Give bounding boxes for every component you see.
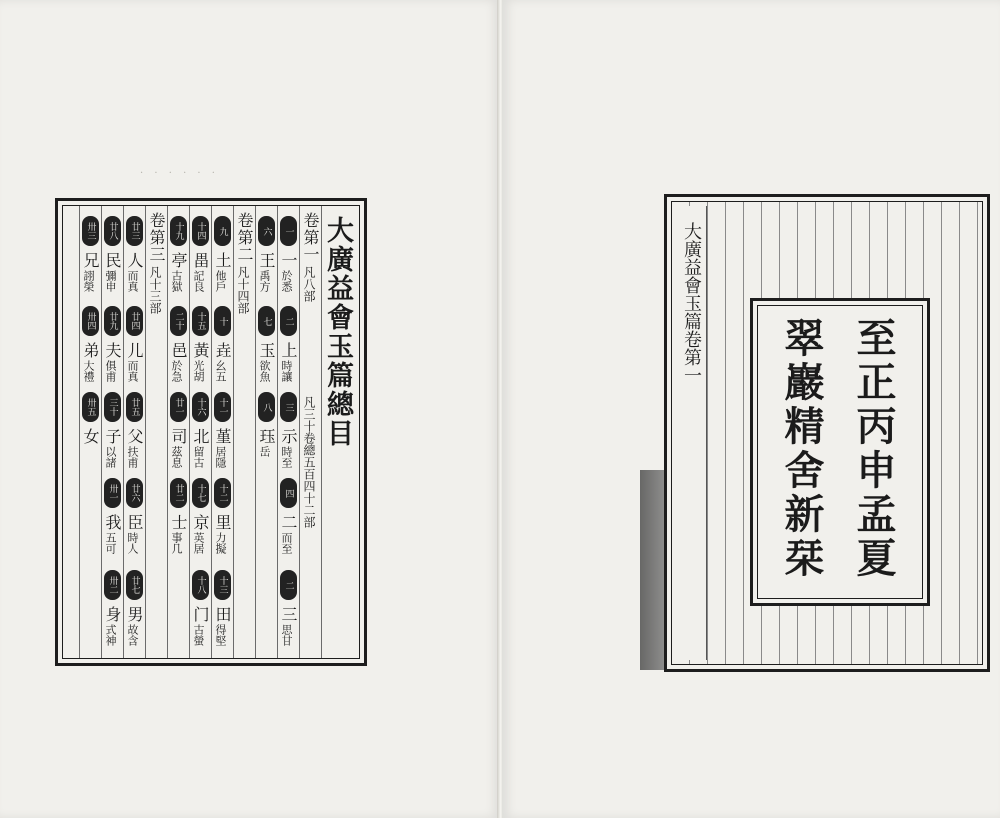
radical-reading: 以諸 <box>104 446 117 468</box>
radical-reading: 時人 <box>126 532 139 554</box>
radical-reading: 而真 <box>126 270 139 292</box>
toc-frame <box>55 198 367 666</box>
radical-reading: 詡榮 <box>82 270 95 292</box>
radical-reading: 茲息 <box>170 446 183 468</box>
radical-number: 十八 <box>192 570 209 600</box>
radical-reading: 大禮 <box>82 360 95 382</box>
radical-char: 黃 <box>191 342 210 359</box>
toc-title: 大廣益會玉篇總目 <box>322 216 353 448</box>
radical-reading: 幺五 <box>214 360 227 382</box>
radical-reading: 記良 <box>192 270 205 292</box>
radical-char: 子 <box>103 428 122 445</box>
radical-char: 臣 <box>125 514 144 531</box>
radical-reading: 而真 <box>126 360 139 382</box>
radical-char: 土 <box>213 252 232 269</box>
radical-number: 廿四 <box>126 306 143 336</box>
radical-reading: 故含 <box>126 624 139 646</box>
colophon-box <box>750 298 930 606</box>
volume-note-1: 凡八部 <box>302 266 316 302</box>
cover-title: 大廣益會玉篇卷第一 <box>681 222 702 384</box>
ink-show-through: · · · · · · <box>140 168 219 179</box>
radical-number: 七 <box>258 306 275 336</box>
radical-reading: 時讓 <box>280 360 293 382</box>
binding-shadow <box>640 470 664 670</box>
toc-summary: 凡三十卷總五百四十二部 <box>302 396 316 528</box>
radical-number: 十五 <box>192 306 209 336</box>
radical-number: 廿七 <box>126 570 143 600</box>
radical-char: 父 <box>125 428 144 445</box>
radical-reading: 光胡 <box>192 360 205 382</box>
radical-char: 北 <box>191 428 210 445</box>
volume-note-2: 凡十四部 <box>236 266 250 314</box>
radical-char: 夫 <box>103 342 122 359</box>
radical-reading: 五可 <box>104 532 117 554</box>
radical-number: 廿九 <box>104 306 121 336</box>
radical-char: 弟 <box>81 342 100 359</box>
radical-reading: 而至 <box>280 532 293 554</box>
radical-reading: 欲魚 <box>258 360 271 382</box>
toc-column-1 <box>299 206 321 658</box>
radical-char: 士 <box>169 514 188 531</box>
cover-title-column <box>676 206 707 660</box>
radical-number: 卅二 <box>104 570 121 600</box>
radical-reading: 於悉 <box>280 270 293 292</box>
radical-reading: 留古 <box>192 446 205 468</box>
toc-column-11 <box>79 206 101 658</box>
radical-char: 男 <box>125 606 144 623</box>
radical-number: 十四 <box>192 216 209 246</box>
radical-char: 一 <box>279 252 298 269</box>
radical-number: 八 <box>258 392 275 422</box>
radical-char: 人 <box>125 252 144 269</box>
radical-number: 二 <box>280 306 297 336</box>
radical-reading: 俱甫 <box>104 360 117 382</box>
radical-char: 亭 <box>169 252 188 269</box>
radical-reading: 古獄 <box>170 270 183 292</box>
radical-number: 廿三 <box>126 216 143 246</box>
radical-number: 十六 <box>192 392 209 422</box>
radical-char: 垚 <box>213 342 232 359</box>
toc-column-3 <box>255 206 277 658</box>
radical-reading: 古螢 <box>192 624 205 646</box>
radical-number: 十七 <box>192 478 209 508</box>
radical-reading: 思甘 <box>280 624 293 646</box>
radical-char: 我 <box>103 514 122 531</box>
toc-column-9 <box>123 206 145 658</box>
title-page-frame <box>664 194 990 672</box>
radical-char: 儿 <box>125 342 144 359</box>
radical-char: 玉 <box>257 342 276 359</box>
radical-number: 廿五 <box>126 392 143 422</box>
radical-reading: 英居 <box>192 532 205 554</box>
colophon-date: 至正丙申孟夏 <box>850 317 897 581</box>
toc-column-10 <box>101 206 123 658</box>
radical-number: 廿二 <box>170 478 187 508</box>
toc-column-8 <box>145 206 167 658</box>
radical-reading: 得堅 <box>214 624 227 646</box>
radical-char: 畕 <box>191 252 210 269</box>
radical-number: 廿八 <box>104 216 121 246</box>
radical-char: 上 <box>279 342 298 359</box>
radical-number: 卅三 <box>82 216 99 246</box>
radical-char: 女 <box>81 428 100 445</box>
radical-char: 堇 <box>213 428 232 445</box>
radical-number: 十九 <box>170 216 187 246</box>
radical-reading: 式神 <box>104 624 117 646</box>
radical-char: 京 <box>191 514 210 531</box>
radical-reading: 居隱 <box>214 446 227 468</box>
toc-column-4 <box>233 206 255 658</box>
toc-column-2 <box>277 206 299 658</box>
radical-char: 民 <box>103 252 122 269</box>
radical-number: 十二 <box>214 478 231 508</box>
toc-column-5 <box>211 206 233 658</box>
radical-char: 示 <box>279 428 298 445</box>
radical-char: 兄 <box>81 252 100 269</box>
radical-char: 二 <box>279 514 298 531</box>
radical-number: 十一 <box>214 392 231 422</box>
radical-char: 珏 <box>257 428 276 445</box>
radical-reading: 力擬 <box>214 532 227 554</box>
ruled-lines-frame <box>671 201 983 665</box>
radical-char: 田 <box>213 606 232 623</box>
radical-reading: 禹方 <box>258 270 271 292</box>
radical-number: 四 <box>280 478 297 508</box>
radical-char: 三 <box>279 606 298 623</box>
radical-number: 六 <box>258 216 275 246</box>
radical-number: 二十 <box>170 306 187 336</box>
volume-heading-2: 卷第二 <box>235 212 254 263</box>
toc-inner-frame <box>62 205 360 659</box>
radical-number: 廿六 <box>126 478 143 508</box>
radical-reading: 他戶 <box>214 270 227 292</box>
radical-number: 卅四 <box>82 306 99 336</box>
colophon-publisher: 翠巖精舍新栞 <box>778 317 825 581</box>
radical-reading: 事几 <box>170 532 183 554</box>
radical-number: 三十 <box>104 392 121 422</box>
radical-reading: 岳 <box>258 446 271 457</box>
radical-number: 三 <box>280 392 297 422</box>
radical-char: 身 <box>103 606 122 623</box>
radical-char: 邑 <box>169 342 188 359</box>
toc-title-column <box>321 206 360 658</box>
radical-number: 廿一 <box>170 392 187 422</box>
radical-number: 卅五 <box>82 392 99 422</box>
radical-number: 九 <box>214 216 231 246</box>
radical-number: 十三 <box>214 570 231 600</box>
radical-number: 卅一 <box>104 478 121 508</box>
radical-reading: 時至 <box>280 446 293 468</box>
radical-char: 司 <box>169 428 188 445</box>
volume-heading-3: 卷第三 <box>147 212 166 263</box>
radical-number: 二 <box>280 570 297 600</box>
toc-column-7 <box>167 206 189 658</box>
radical-number: 一 <box>280 216 297 246</box>
radical-number: 十 <box>214 306 231 336</box>
radical-char: 门 <box>191 606 210 623</box>
volume-note-3: 凡十三部 <box>148 266 162 314</box>
volume-heading-1: 卷第一 <box>301 212 320 263</box>
radical-reading: 彌申 <box>104 270 117 292</box>
radical-char: 王 <box>257 252 276 269</box>
radical-reading: 於急 <box>170 360 183 382</box>
radical-char: 里 <box>213 514 232 531</box>
radical-reading: 扶甫 <box>126 446 139 468</box>
toc-column-6 <box>189 206 211 658</box>
